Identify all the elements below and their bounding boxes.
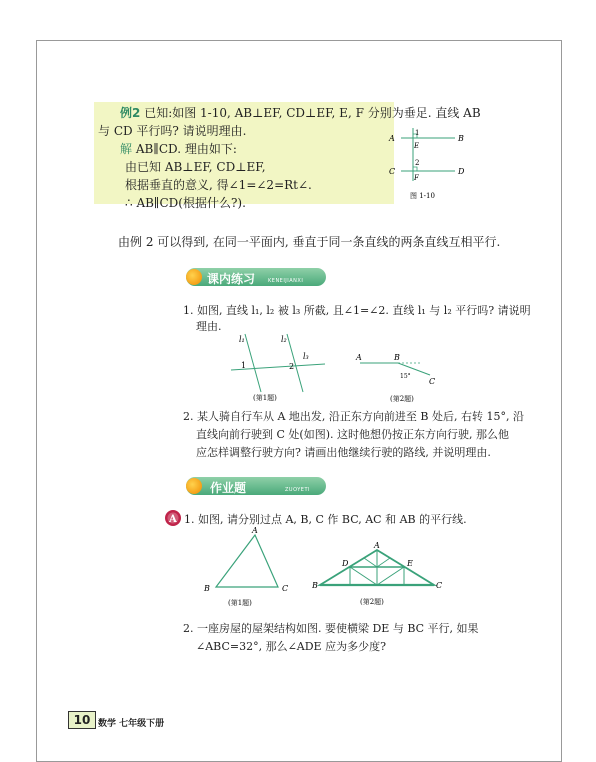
- fig110-angle-1: 1: [415, 129, 420, 137]
- homework-figure-1: [200, 525, 300, 610]
- pfig1-label-l3: l₃: [303, 352, 309, 361]
- level-a-text: A: [169, 514, 177, 525]
- pfig1-angle-2: 2: [289, 362, 295, 371]
- solution-head: 解 AB∥CD. 理由如下:: [120, 142, 237, 156]
- practice-q1-line1: 1. 如图, 直线 l₁, l₂ 被 l₃ 所截, 且∠1=∠2. 直线 l₁ 与 l₂ 平行吗? 请说明: [183, 304, 531, 317]
- solution-step1: 由已知 AB⊥EF, CD⊥EF,: [125, 160, 266, 174]
- pfig2-label-a: A: [356, 353, 362, 362]
- homework-title: 作业题: [210, 481, 247, 495]
- book-title: 数学 七年级下册: [98, 719, 165, 729]
- homework-banner-icon: [186, 478, 202, 494]
- hfig1-label-c: C: [282, 584, 289, 593]
- homework-figure-2: [312, 540, 442, 610]
- fig110-angle-2: 2: [415, 159, 420, 167]
- solution-step2: 根据垂直的意义, 得∠1=∠2=Rt∠.: [125, 178, 312, 192]
- solution-step3: ∴ AB∥CD(根据什么?).: [125, 196, 246, 210]
- homework-subtitle: ZUOYETI: [285, 487, 310, 493]
- practice-figure-1: [225, 330, 335, 410]
- hfig2-label-d: D: [342, 559, 349, 568]
- pfig1-label-l1: l₁: [239, 335, 245, 344]
- homework-q1: 1. 如图, 请分别过点 A, B, C 作 BC, AC 和 AB 的平行线.: [184, 513, 467, 526]
- hfig1-label-b: B: [204, 584, 210, 593]
- fig110-label-b: B: [458, 134, 464, 143]
- practice-banner-icon: [186, 269, 202, 285]
- hfig2-label-e: E: [407, 559, 413, 568]
- page-number: 10: [68, 711, 96, 729]
- hfig2-caption: (第2题): [360, 598, 384, 606]
- pfig2-caption: (第2题): [390, 395, 414, 403]
- practice-q2-line3: 应怎样调整行驶方向? 请画出他继续行驶的路线, 并说明理由.: [196, 446, 491, 459]
- practice-subtitle: KENEIJIANXI: [268, 278, 304, 284]
- hfig2-label-b: B: [312, 581, 318, 590]
- homework-q2-line2: ∠ABC=32°, 那么∠ADE 应为多少度?: [196, 640, 386, 653]
- hfig1-label-a: A: [252, 526, 258, 535]
- fig110-caption: 图 1-10: [410, 192, 435, 200]
- example-label: 例2: [120, 106, 141, 120]
- pfig2-angle: 15°: [400, 373, 411, 380]
- hfig1-caption: (第1题): [228, 599, 252, 607]
- pfig1-angle-1: 1: [241, 361, 247, 370]
- practice-title: 课内练习: [207, 272, 256, 286]
- pfig1-label-l2: l₂: [281, 335, 287, 344]
- pfig1-caption: (第1题): [253, 394, 277, 402]
- conclusion-text: 由例 2 可以得到, 在同一平面内, 垂直于同一条直线的两条直线互相平行.: [118, 235, 501, 249]
- practice-q1-line2: 理由.: [196, 320, 222, 333]
- fig110-label-a: A: [389, 134, 395, 143]
- homework-q2-line1: 2. 一座房屋的屋架结构如图. 要使横梁 DE 与 BC 平行, 如果: [183, 622, 479, 635]
- pfig2-label-b: B: [394, 353, 400, 362]
- figure-1-10: [385, 125, 475, 205]
- practice-q2-line1: 2. 某人骑自行车从 A 地出发, 沿正东方向前进至 B 处后, 右转 15°, 沿: [183, 410, 524, 423]
- example-line1: 例2 已知:如图 1-10, AB⊥EF, CD⊥EF, E, F 分别为垂足. 直线 AB: [120, 106, 481, 120]
- practice-figure-2: [350, 350, 450, 410]
- practice-q2-line2: 直线向前行驶到 C 处(如图). 这时他想仍按正东方向行驶, 那么他: [196, 428, 509, 441]
- fig110-label-e: E: [414, 142, 420, 150]
- solution-label: 解: [120, 142, 133, 156]
- hfig2-label-a: A: [374, 541, 380, 550]
- pfig2-label-c: C: [429, 377, 436, 386]
- fig110-label-d: D: [458, 167, 465, 176]
- example-line2: 与 CD 平行吗? 请说明理由.: [98, 124, 247, 138]
- fig110-label-c: C: [389, 167, 396, 176]
- hfig2-label-c: C: [436, 581, 442, 590]
- fig110-label-f: F: [414, 174, 419, 182]
- level-a-badge: [164, 509, 182, 527]
